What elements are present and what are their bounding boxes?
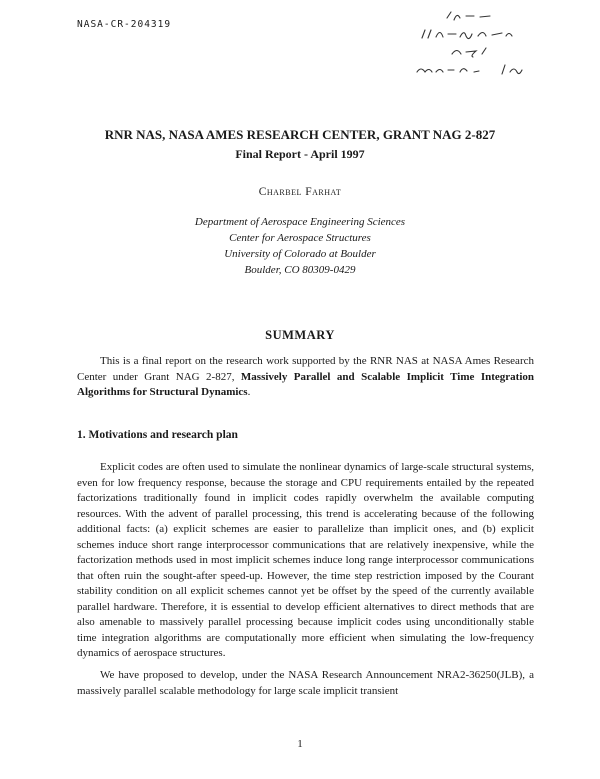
summary-text: This is a final report on the research work supported by the RNR NAS at NASA Ames Research Center under Grant NAG 2-827, — [77, 355, 534, 383]
body-paragraph: We have proposed to develop, under the NASA Research Announcement NRA2-36250(JLB), a massively parallel scalable methodology for large scale implicit transient — [77, 669, 534, 697]
section-heading: 1. Motivations and research plan — [77, 429, 238, 441]
affiliation-line: Department of Aerospace Engineering Sciences — [194, 216, 406, 228]
author-name: Charbel Farhat — [258, 186, 342, 198]
affiliation-line: University of Colorado at Boulder — [224, 248, 376, 260]
summary-heading: SUMMARY — [265, 328, 335, 342]
summary-text-end: . — [247, 386, 251, 398]
page-number: 1 — [297, 738, 303, 750]
handwritten-annotation — [402, 10, 562, 80]
body-paragraph: Explicit codes are often used to simulate the nonlinear dynamics of large-scale structural systems, even for low frequency response, because the storage and CPU requirements entailed by the repeated factorizations traditionally found in implicit codes rapidly overwhelm the available computing resources. With the advent of parallel processing, this trend is accelerating because of the following additional facts: (a) explicit schemes are easier to parallelize than implicit ones, and (b) explicit schemes induce short range interprocessor communications that are relatively inexpensive, while the factorization methods used in most implicit schemes induce long range interprocessor communications that often ruin the sought-after speed-up. However, the time step restriction imposed by the Courant stability condition on all explicit schemes cannot yet be offset by the speed of the currently available parallel hardware. Therefore, it is essential to develop efficient alternatives to direct methods that are also amenable to massively parallel processing because implicit codes using unconditionally stable time integration algorithms are computationally more efficient when simulating the low-frequency dynamics of aerospace structures. — [77, 461, 534, 659]
affiliation-line: Center for Aerospace Structures — [229, 232, 371, 244]
report-id: NASA-CR-204319 — [77, 19, 172, 30]
grant-title: Massively Parallel and Scalable Implicit Time Integration Algorithms for Structural Dynamics — [77, 370, 535, 398]
report-subtitle: Final Report - April 1997 — [235, 147, 365, 161]
report-title: RNR NAS, NASA AMES RESEARCH CENTER, GRANT NAG 2-827 — [104, 127, 496, 142]
author-affiliation — [0, 214, 600, 278]
affiliation-line: Boulder, CO 80309-0429 — [244, 264, 356, 276]
summary-paragraph — [77, 354, 534, 401]
